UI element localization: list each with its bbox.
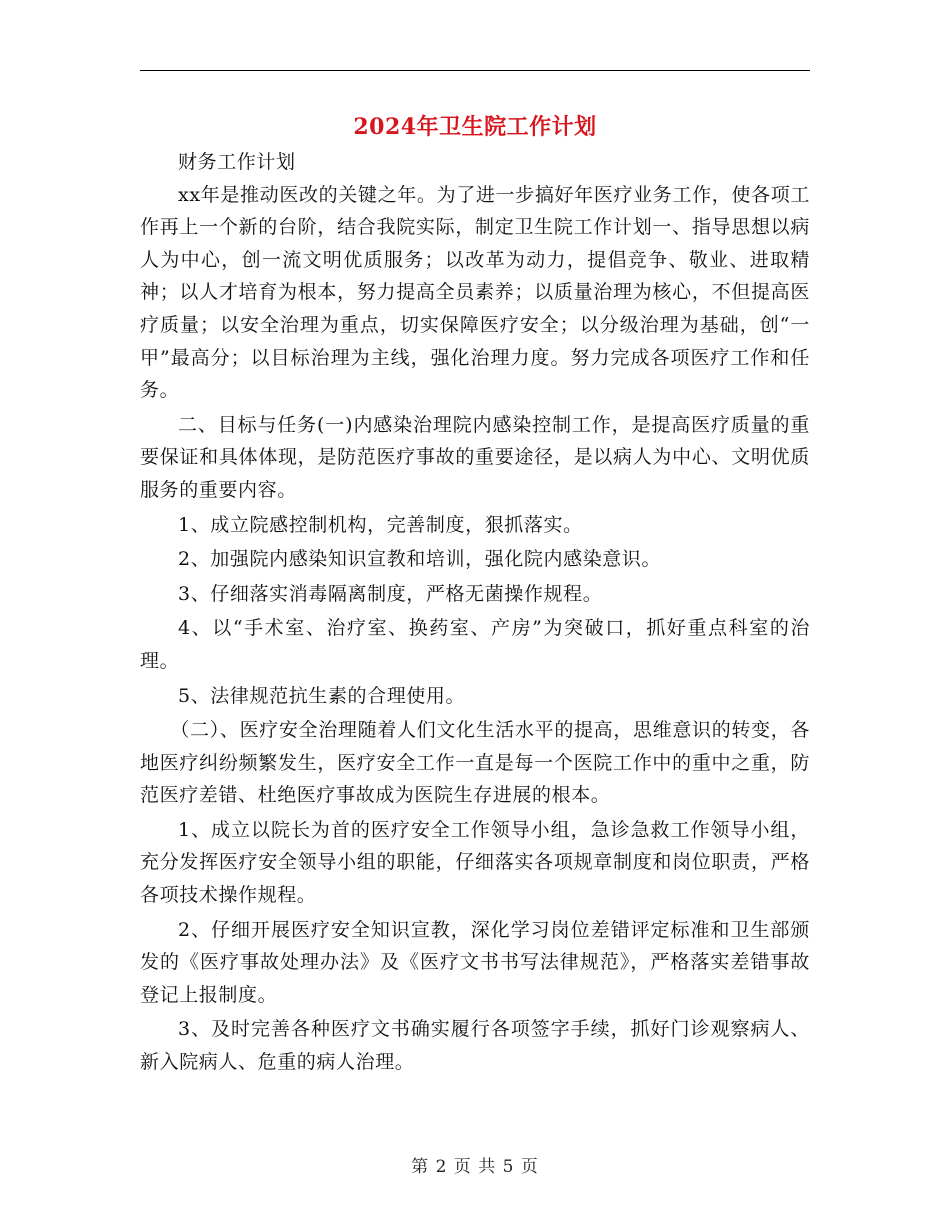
- paragraph-item: 3、仔细落实消毒隔离制度，严格无菌操作规程。: [178, 582, 603, 605]
- document-body: [140, 146, 810, 1079]
- paragraph-subtitle: 财务工作计划: [178, 151, 296, 173]
- page-footer: 第 2 页 共 5 页: [411, 1157, 539, 1177]
- paragraph-intro: xx年是推动医改的关键之年。为了进一步搞好年医疗业务工作，使各项工作再上一个新的台阶，结合我院实际，制定卫生院工作计划一、指导思想以病人为中心，创一流文明优质服务；以改革为动力，提倡竞争、敬业、进取精神；以人才培育为根本，努力提高全员素养；以质量治理为核心，不但提高医疗质量；以安全治理为重点，切实保障医疗安全；以分级治理为基础，创“一甲”最高分；以目标治理为主线，强化治理力度。努力完成各项医疗工作和任务。: [140, 183, 810, 402]
- paragraph-item: 1、成立院感控制机构，完善制度，狠抓落实。: [178, 513, 583, 536]
- paragraph-section-two: 二、目标与任务(一)内感染治理院内感染控制工作，是提高医疗质量的重要保证和具体体现，是防范医疗事故的重要途径，是以病人为中心、文明优质服务的重要内容。: [140, 413, 810, 501]
- paragraph-item: 3、及时完善各种医疗文书确实履行各项签字手续，抓好门诊观察病人、新入院病人、危重的病人治理。: [140, 1018, 810, 1074]
- paragraph-item: 2、仔细开展医疗安全知识宣教，深化学习岗位差错评定标准和卫生部颁发的《医疗事故处理办法》及《医疗文书书写法律规范》，严格落实差错事故登记上报制度。: [140, 918, 810, 1006]
- paragraph-item: 2、加强院内感染知识宣教和培训，强化院内感染意识。: [178, 548, 662, 571]
- header-rule: [140, 70, 810, 71]
- paragraph-item: 5、法律规范抗生素的合理使用。: [178, 684, 466, 707]
- paragraph-item: 1、成立以院长为首的医疗安全工作领导小组，急诊急救工作领导小组，充分发挥医疗安全领导小组的职能，仔细落实各项规章制度和岗位职责，严格各项技术操作规程。: [140, 818, 810, 907]
- paragraph-safety: （二）、医疗安全治理随着人们文化生活水平的提高，思维意识的转变，各地医疗纠纷频繁发生，医疗安全工作一直是每一个医院工作中的重中之重，防范医疗差错、杜绝医疗事故成为医院生存进展的根本。: [140, 719, 810, 807]
- paragraph-item: 4、以“手术室、治疗室、换药室、产房”为突破口，抓好重点科室的治理。: [140, 617, 810, 672]
- page-title: 2024年卫生院工作计划: [353, 114, 597, 140]
